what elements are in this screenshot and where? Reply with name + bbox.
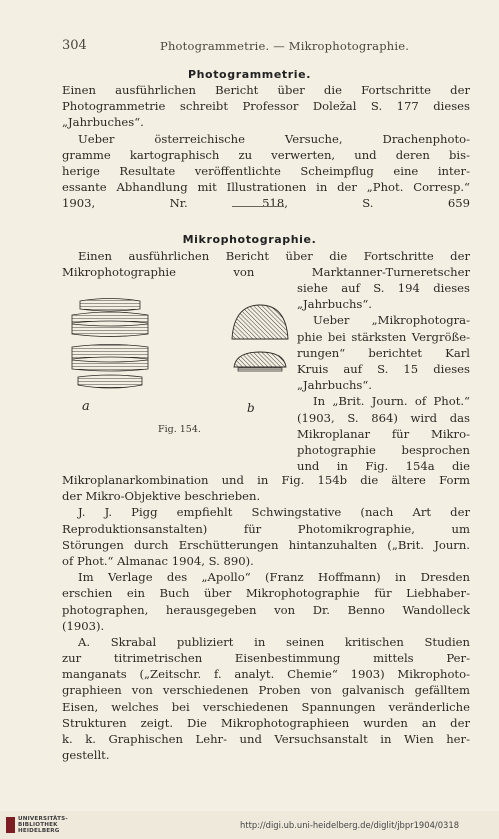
digitization-footer xyxy=(0,811,499,839)
text-line: Mikroplanar für Mikro- xyxy=(297,426,470,441)
text-line: photographen, herausgegeben von Dr. Benno Wandolleck xyxy=(62,602,470,617)
logo-text-line: BIBLIOTHEK xyxy=(18,822,58,829)
text-line: gramme kartographisch zu verwerten, und deren bis- xyxy=(62,147,470,162)
text-line: Ueber „Mikrophotogra- xyxy=(313,313,470,328)
text-line: „Jahrbuches“. xyxy=(62,115,144,130)
section2-intro xyxy=(62,248,470,280)
text-line: Strukturen zeigt. Die Mikrophotographieen wurden an der xyxy=(62,715,470,730)
text-line: zur titrimetrischen Eisenbestimmung mittels Per- xyxy=(62,651,470,666)
text-line: k. k. Graphischen Lehr- und Versuchsanstalt in Wien her- xyxy=(62,732,470,747)
text-line: Reproduktionsanstalten) für Photomikrographie, um xyxy=(62,521,470,536)
text-line: Ueber österreichische Versuche, Drachenphoto- xyxy=(78,131,470,146)
text-line: A. Skrabal publiziert in seinen kritischen Studien xyxy=(78,634,470,649)
logo-text xyxy=(18,816,68,835)
figure-label-b: b xyxy=(247,401,255,415)
text-line: Photogrammetrie schreibt Professor Doležal S. 177 dieses xyxy=(62,99,470,114)
section2-right-column xyxy=(297,280,470,474)
figure-caption: Fig. 154. xyxy=(158,424,201,435)
text-line: In „Brit. Journ. of Phot.“ xyxy=(313,394,470,409)
permalink-url[interactable]: http://digi.ub.uni-heidelberg.de/diglit/jbpr1904/0318 xyxy=(240,820,460,830)
lens-cross-section-illustration xyxy=(62,297,292,417)
lens-a-element-2 xyxy=(72,312,148,337)
text-line: erschien ein Buch über Mikrophotographie für Liebhaber- xyxy=(62,586,470,601)
figure-label-a: a xyxy=(82,399,90,414)
text-line: Einen ausführlichen Bericht über die Fortschritte der xyxy=(78,249,470,263)
text-line: essante Abhandlung mit Illustrationen in der „Phot. Corresp.“ xyxy=(62,180,470,195)
section1-text xyxy=(62,82,470,212)
text-line: 1903, Nr. 518, S. 659 xyxy=(62,196,470,211)
text-line: „Jahrbuchs“. xyxy=(297,297,372,312)
text-line: Eisen, welches bei verschiedenen Spannungen veränderliche xyxy=(62,699,470,714)
text-line: Kruis auf S. 15 dieses xyxy=(297,361,470,376)
lens-a-element-4 xyxy=(78,375,142,388)
library-emblem-icon xyxy=(6,817,15,833)
text-line: J. J. Pigg empfiehlt Schwingstative (nach Art der xyxy=(78,505,470,520)
text-line: photographie besprochen xyxy=(297,442,470,457)
running-title: Photogrammetrie. — Mikrophotographie. xyxy=(160,39,410,53)
lens-a-element-1 xyxy=(80,299,140,312)
text-line: herige Resultate veröffentlichte Scheimpflug eine inter- xyxy=(62,163,470,178)
text-line: Mikroplanarkombination und in Fig. 154b die ältere Form xyxy=(62,473,470,487)
figure-154-lens-diagram xyxy=(62,297,292,447)
running-header xyxy=(62,38,473,54)
text-line: phie bei stärksten Vergröße- xyxy=(297,329,470,344)
text-line: graphieen von verschiedenen Proben von galvanisch gefälltem xyxy=(62,683,470,698)
lens-b-element-1 xyxy=(232,305,288,339)
text-line: und in Fig. 154a die xyxy=(297,459,470,474)
text-line: Mikrophotographie von Marktanner-Turneretscher xyxy=(62,265,470,280)
text-line: of Phot.“ Almanac 1904, S. 890). xyxy=(62,553,254,568)
logo-text-line: HEIDELBERG xyxy=(18,828,60,835)
text-line: Einen ausführlichen Bericht über die Fortschritte der xyxy=(62,83,470,97)
text-line: „Jahrbuchs“. xyxy=(297,378,372,393)
logo-text-line: UNIVERSITÄTS- xyxy=(18,816,68,822)
section-heading-photogrammetrie: Photogrammetrie. xyxy=(187,68,312,81)
text-line: der Mikro-Objektive beschrieben. xyxy=(62,489,261,504)
page-number: 304 xyxy=(62,38,87,53)
text-line: (1903). xyxy=(62,618,105,633)
text-line: siehe auf S. 194 dieses xyxy=(297,281,470,295)
text-line: (1903, S. 864) wird das xyxy=(297,410,470,425)
lens-a-element-3 xyxy=(72,345,148,372)
section-divider xyxy=(232,206,284,207)
text-line: rungen“ berichtet Karl xyxy=(297,345,470,360)
section-heading-mikrophotographie: Mikrophotographie. xyxy=(182,233,317,246)
university-library-logo[interactable] xyxy=(6,815,70,837)
text-line: gestellt. xyxy=(62,748,110,763)
text-line: manganats („Zeitschr. f. analyt. Chemie“ 1903) Mikrophoto- xyxy=(62,667,470,682)
text-line: Störungen durch Erschütterungen hintanzuhalten („Brit. Journ. xyxy=(62,537,470,552)
lens-b-element-2 xyxy=(234,352,286,371)
text-line: Im Verlage des „Apollo“ (Franz Hoffmann) in Dresden xyxy=(78,570,470,585)
section2-body xyxy=(62,472,470,763)
